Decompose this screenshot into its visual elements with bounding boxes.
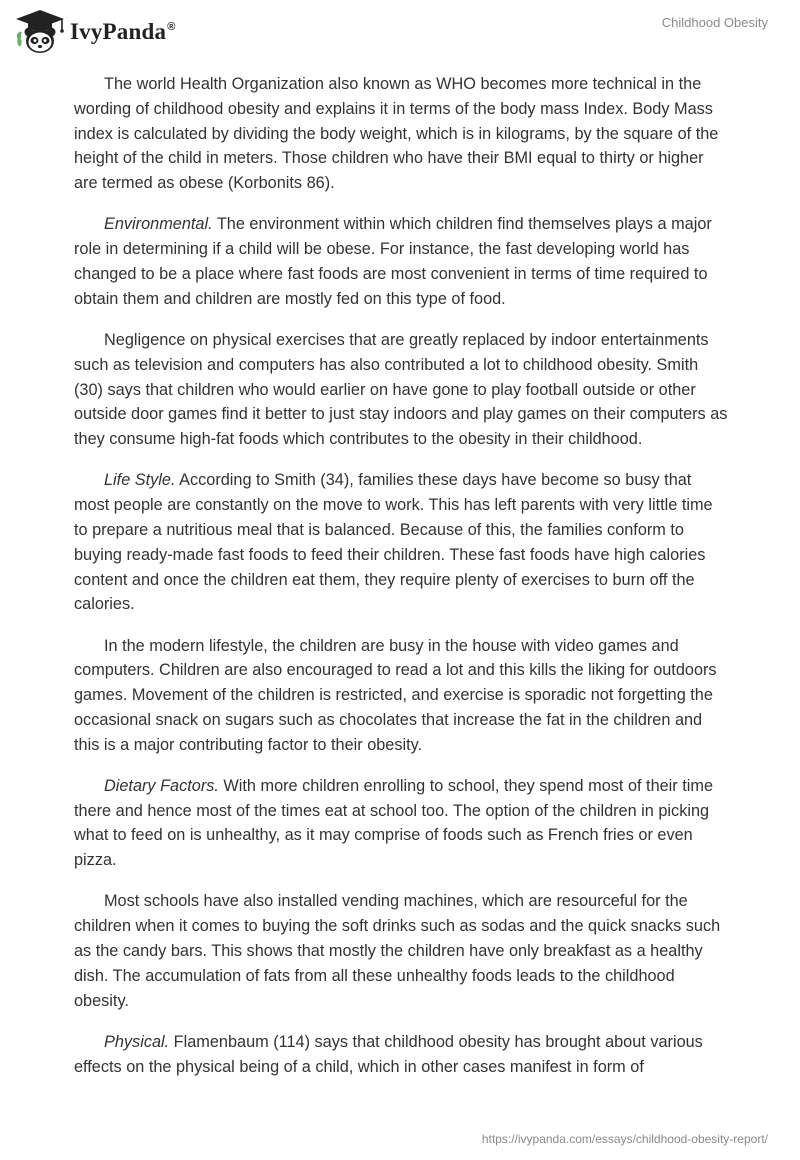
paragraph [74, 1030, 728, 1080]
registered-mark: ® [167, 21, 176, 34]
paragraph-text: Most schools have also installed vending machines, which are resourceful for the children when it comes to buying the soft drinks such as sodas and the quick snacks such as the candy bars. This shows that mostly the children have only breakfast as a healthy dish. The accumulation of fats from all these unhealthy foods leads to the childhood obesity. [74, 892, 721, 1010]
paragraph-lead: Dietary Factors. [104, 776, 219, 795]
paragraph-text: According to Smith (34), families these days have become so busy that most people are constantly on the move to work. This has left parents with very little time to prepare a nutritious meal that is balanced. Because of this, the families conform to buying ready-made fast foods to feed their children. These fast foods have high calories content and once the children eat them, they require plenty of exercises to burn off the calories. [74, 471, 713, 614]
paragraph [74, 72, 728, 196]
paragraph-text: Flamenbaum (114) says that childhood obesity has brought about various effects on the physical being of a child, which in other cases manifest in form of [74, 1032, 703, 1076]
paragraph-text: With more children enrolling to school, they spend most of their time there and hence most of the times eat at school too. The option of the children in picking what to feed on is unhealthy, as it may comprise of foods such as French fries or even pizza. [74, 776, 713, 870]
ivypanda-logo[interactable] [14, 8, 176, 54]
paragraph-lead: Life Style. [104, 471, 176, 490]
paragraph-text: The environment within which children find themselves plays a major role in determining if a child will be obese. For instance, the fast developing world has changed to be a place where fast foods are most convenient in terms of time required to obtain them and children are mostly fed on this type of food. [74, 215, 712, 308]
paragraph [74, 328, 728, 452]
essay-body [74, 72, 728, 1096]
panda-graduate-icon [14, 8, 66, 54]
paragraph-text: In the modern lifestyle, the children are busy in the house with video games and computers. Children are also encouraged to read a lot and this kills the liking for outdoors games. Movement of the children is restricted, and exercise is sporadic not forgetting the occasional snack on sugars such as chocolates that increase the fat in the children and this is a major contributing factor to their obesity. [74, 636, 717, 754]
paragraph-lead: Environmental. [104, 215, 213, 234]
paragraph [74, 212, 728, 311]
paragraph [74, 889, 728, 1013]
running-title: Childhood Obesity [661, 15, 768, 30]
paragraph-text: Negligence on physical exercises that are greatly replaced by indoor entertainments such as television and computers has also contributed a lot to childhood obesity. Smith (30) says that children who would earlier on have gone to play football outside or other outside door games find it better to just stay indoors and play games on their computers as they consume high-fat foods which contributes to the obesity in their childhood. [74, 330, 728, 449]
logo-wordmark [70, 19, 176, 45]
paragraph-text: The world Health Organization also known as WHO becomes more technical in the wording of childhood obesity and explains it in terms of the body mass Index. Body Mass index is calculated by dividing the body weight, which is in kilograms, by the square of the height of the child in meters. Those children who have their BMI equal to thirty or higher are termed as obese (Korbonits 86). [74, 75, 719, 193]
paragraph [74, 774, 728, 873]
source-url[interactable]: https://ivypanda.com/essays/childhood-obesity-report/ [481, 1132, 768, 1146]
paragraph [74, 468, 728, 617]
page-header [0, 0, 800, 60]
paragraph-lead: Physical. [104, 1032, 170, 1051]
logo-name: IvyPanda [70, 19, 167, 44]
paragraph [74, 634, 728, 758]
